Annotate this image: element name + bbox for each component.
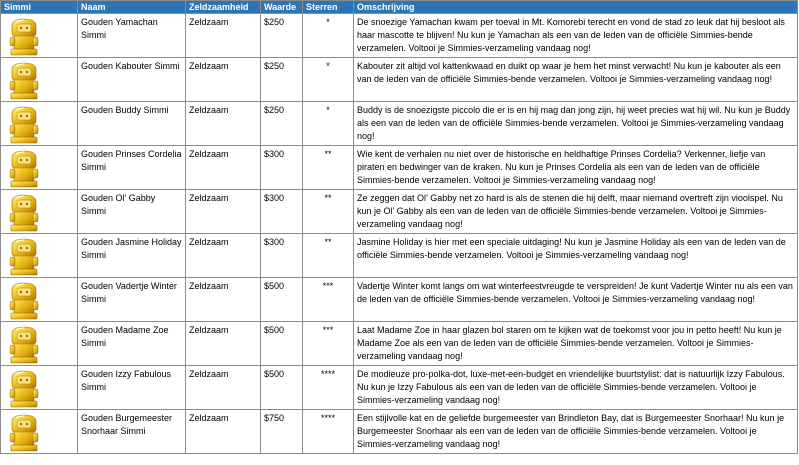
naam-cell: Gouden Vadertje Winter Simmi: [78, 278, 186, 322]
sterren-cell: ****: [303, 366, 354, 410]
omschrijving-cell: De snoezige Yamachan kwam per toeval in Mt. Komorebi terecht en vond de stad zo leuk dat hij besloot als haar mascotte te blijven! Nu kun je Yamachan als een van de leden van de officiële Simmies-bende verzamelen. Voltooi je Simmies-verzameling vandaag nog!: [354, 14, 798, 58]
header-sterren: Sterren: [303, 1, 354, 14]
omschrijving-cell: Kabouter zit altijd vol kattenkwaad en duikt op waar je hem het minst verwacht! Nu kun je kabouter als een van de leden van de officiële Simmies-bende verzamelen. Voltooi je Simmies-verzameling vandaag nog!: [354, 58, 798, 102]
golden-simmi-icon: [4, 192, 44, 232]
naam-cell: Gouden Madame Zoe Simmi: [78, 322, 186, 366]
simmi-image-cell: [1, 278, 78, 322]
golden-simmi-icon: [4, 104, 44, 144]
omschrijving-cell: Wie kent de verhalen nu niet over de historische en heldhaftige Prinses Cordelia? Verkenner, liefje van piraten en bedwinger van de kraken. Nu kun je Prinses Cordelia als een van de leden van de officiële Simmies-bende verzamelen. Voltooi je Simmies-verzameling vandaag nog!: [354, 146, 798, 190]
golden-simmi-icon: [4, 236, 44, 276]
omschrijving-cell: Vadertje Winter komt langs om wat winterfeestvreugde te verspreiden! Je kunt Vadertje Winter nu als een van de leden van de officiële Simmies-bende verzamelen. Voltooi je Simmies-verzameling vandaag nog!: [354, 278, 798, 322]
naam-cell: Gouden Ol’ Gabby Simmi: [78, 190, 186, 234]
golden-simmi-icon: [4, 368, 44, 408]
waarde-cell: $300: [261, 234, 303, 278]
omschrijving-cell: Laat Madame Zoe in haar glazen bol staren om te kijken wat de toekomst voor jou in petto heeft! Nu kun je Madame Zoe als een van de leden van de officiële Simmies-bende verzamelen. Voltooi je Simmies-verzameling vandaag nog!: [354, 322, 798, 366]
sterren-cell: ***: [303, 322, 354, 366]
zeldzaamheid-cell: Zeldzaam: [186, 410, 261, 454]
table-row: [1, 190, 798, 234]
header-zeldzaamheid: Zeldzaamheid: [186, 1, 261, 14]
simmi-image-cell: [1, 58, 78, 102]
simmi-image-cell: [1, 146, 78, 190]
header-waarde: Waarde: [261, 1, 303, 14]
table-row: [1, 322, 798, 366]
zeldzaamheid-cell: Zeldzaam: [186, 190, 261, 234]
waarde-cell: $250: [261, 102, 303, 146]
sterren-cell: *: [303, 14, 354, 58]
golden-simmi-icon: [4, 148, 44, 188]
naam-cell: Gouden Izzy Fabulous Simmi: [78, 366, 186, 410]
table-row: [1, 366, 798, 410]
naam-cell: Gouden Burgemeester Snorhaar Simmi: [78, 410, 186, 454]
zeldzaamheid-cell: Zeldzaam: [186, 58, 261, 102]
zeldzaamheid-cell: Zeldzaam: [186, 234, 261, 278]
table-row: [1, 102, 798, 146]
sterren-cell: **: [303, 234, 354, 278]
sterren-cell: **: [303, 190, 354, 234]
table-row: [1, 14, 798, 58]
waarde-cell: $750: [261, 410, 303, 454]
waarde-cell: $500: [261, 366, 303, 410]
table-row: [1, 234, 798, 278]
zeldzaamheid-cell: Zeldzaam: [186, 366, 261, 410]
golden-simmi-icon: [4, 16, 44, 56]
waarde-cell: $500: [261, 322, 303, 366]
header-omschrijving: Omschrijving: [354, 1, 798, 14]
naam-cell: Gouden Buddy Simmi: [78, 102, 186, 146]
waarde-cell: $300: [261, 190, 303, 234]
zeldzaamheid-cell: Zeldzaam: [186, 322, 261, 366]
naam-cell: Gouden Yamachan Simmi: [78, 14, 186, 58]
zeldzaamheid-cell: Zeldzaam: [186, 102, 261, 146]
table-row: [1, 146, 798, 190]
golden-simmi-icon: [4, 60, 44, 100]
simmi-image-cell: [1, 102, 78, 146]
waarde-cell: $500: [261, 278, 303, 322]
naam-cell: Gouden Prinses Cordelia Simmi: [78, 146, 186, 190]
omschrijving-cell: Ze zeggen dat Ol’ Gabby net zo hard is als de stenen die hij delft, maar niemand overtreft zijn vioolspel. Nu kun je Ol’ Gabby als een van de leden van de officiële Simmies-bende verzamelen. Voltooi je Simmies-verzameling vandaag nog!: [354, 190, 798, 234]
golden-simmi-icon: [4, 412, 44, 452]
waarde-cell: $250: [261, 58, 303, 102]
golden-simmi-icon: [4, 280, 44, 320]
omschrijving-cell: Een stijlvolle kat en de geliefde burgemeester van Brindleton Bay, dat is Burgemeester Snorhaar! Nu kun je Burgemeester Snorhaar als een van de leden van de officiële Simmies-bende verzamelen. Voltooi je Simmies-verzameling vandaag nog!: [354, 410, 798, 454]
omschrijving-cell: Buddy is de snoezigste piccolo die er is en hij mag dan jong zijn, hij weet precies wat hij wil. Nu kun je Buddy als een van de leden van de officiële Simmies-bende verzamelen. Voltooi je Simmies-verzameling vandaag nog!: [354, 102, 798, 146]
waarde-cell: $250: [261, 14, 303, 58]
zeldzaamheid-cell: Zeldzaam: [186, 14, 261, 58]
zeldzaamheid-cell: Zeldzaam: [186, 146, 261, 190]
sterren-cell: *: [303, 102, 354, 146]
simmi-image-cell: [1, 322, 78, 366]
table-row: [1, 58, 798, 102]
sterren-cell: *: [303, 58, 354, 102]
waarde-cell: $300: [261, 146, 303, 190]
sterren-cell: ****: [303, 410, 354, 454]
sterren-cell: ***: [303, 278, 354, 322]
header-simmi: Simmi: [1, 1, 78, 14]
simmi-image-cell: [1, 14, 78, 58]
header-naam: Naam: [78, 1, 186, 14]
simmi-image-cell: [1, 366, 78, 410]
golden-simmi-icon: [4, 324, 44, 364]
naam-cell: Gouden Jasmine Holiday Simmi: [78, 234, 186, 278]
sterren-cell: **: [303, 146, 354, 190]
simmi-image-cell: [1, 234, 78, 278]
table-row: [1, 410, 798, 454]
simmi-image-cell: [1, 410, 78, 454]
omschrijving-cell: De modieuze pro-polka-dot, luxe-met-een-budget en vriendelijke buurtstylist: dat is natuurlijk Izzy Fabulous. Nu kun je Izzy Fabulous als een van de leden van de officiële Simmies-bende verzamelen. Voltooi je Simmies-verzameling vandaag nog!: [354, 366, 798, 410]
zeldzaamheid-cell: Zeldzaam: [186, 278, 261, 322]
naam-cell: Gouden Kabouter Simmi: [78, 58, 186, 102]
table-header-row: [1, 1, 798, 14]
table-row: [1, 278, 798, 322]
omschrijving-cell: Jasmine Holiday is hier met een speciale uitdaging! Nu kun je Jasmine Holiday als een van de leden van de officiële Simmies-bende verzamelen. Voltooi je Simmies-verzameling vandaag nog!: [354, 234, 798, 278]
simmi-image-cell: [1, 190, 78, 234]
